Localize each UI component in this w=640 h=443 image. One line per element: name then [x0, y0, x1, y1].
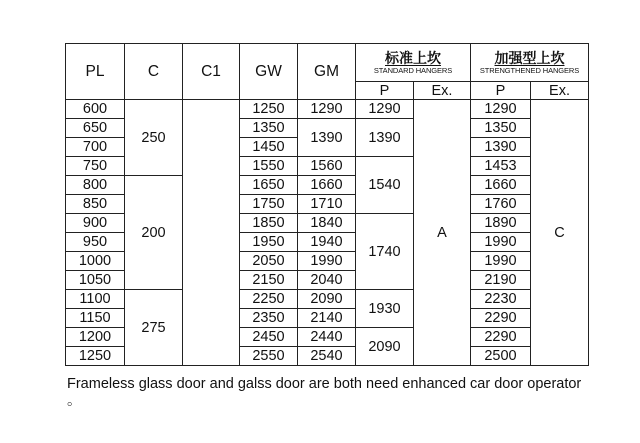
cell-gw: 2250 [240, 290, 298, 309]
cell-strengthened-p: 1660 [471, 176, 531, 195]
cell-strengthened-p: 2190 [471, 271, 531, 290]
strengthened-hangers-cn: 加强型上坎 [494, 49, 565, 66]
cell-gm: 2540 [298, 347, 356, 366]
cell-pl: 800 [66, 176, 125, 195]
cell-gw: 2450 [240, 328, 298, 347]
table-row [66, 176, 589, 195]
cell-c1 [183, 100, 240, 366]
header-gw: GW [240, 44, 298, 100]
cell-pl: 1250 [66, 347, 125, 366]
cell-pl: 1100 [66, 290, 125, 309]
table-row [66, 100, 589, 119]
header-pl: PL [66, 44, 125, 100]
cell-gw: 2050 [240, 252, 298, 271]
cell-gm: 1840 [298, 214, 356, 233]
cell-gw: 2150 [240, 271, 298, 290]
header-standard-p: P [356, 82, 414, 100]
footnote: Frameless glass door and galss door are both need enhanced car door operator 。 [67, 376, 582, 409]
cell-gw: 1850 [240, 214, 298, 233]
cell-pl: 1150 [66, 309, 125, 328]
header-standard-hangers [356, 44, 471, 82]
cell-standard-p: 1740 [356, 214, 414, 290]
cell-gm: 2090 [298, 290, 356, 309]
cell-standard-p: 2090 [356, 328, 414, 366]
cell-gw: 1350 [240, 119, 298, 138]
cell-standard-ex: A [414, 100, 471, 366]
cell-gw: 1750 [240, 195, 298, 214]
header-strengthened-p: P [471, 82, 531, 100]
cell-strengthened-p: 2290 [471, 328, 531, 347]
cell-pl: 900 [66, 214, 125, 233]
cell-pl: 850 [66, 195, 125, 214]
cell-strengthened-p: 1890 [471, 214, 531, 233]
cell-gm: 2040 [298, 271, 356, 290]
header-strengthened-ex: Ex. [531, 82, 589, 100]
header-c1: C1 [183, 44, 240, 100]
cell-strengthened-p: 2290 [471, 309, 531, 328]
cell-pl: 600 [66, 100, 125, 119]
cell-gm: 1710 [298, 195, 356, 214]
cell-strengthened-p: 1760 [471, 195, 531, 214]
cell-gm: 1990 [298, 252, 356, 271]
cell-strengthened-p: 1390 [471, 138, 531, 157]
cell-c: 275 [125, 290, 183, 366]
cell-standard-p: 1390 [356, 119, 414, 157]
cell-gm: 1660 [298, 176, 356, 195]
cell-standard-p: 1930 [356, 290, 414, 328]
cell-pl: 1000 [66, 252, 125, 271]
cell-gw: 1450 [240, 138, 298, 157]
cell-gm: 1390 [298, 119, 356, 157]
cell-strengthened-p: 2500 [471, 347, 531, 366]
cell-gw: 1550 [240, 157, 298, 176]
cell-strengthened-p: 1453 [471, 157, 531, 176]
cell-pl: 750 [66, 157, 125, 176]
table-row [66, 290, 589, 309]
header-gm: GM [298, 44, 356, 100]
standard-hangers-cn: 标准上坎 [385, 49, 441, 66]
cell-strengthened-p: 1290 [471, 100, 531, 119]
cell-strengthened-p: 1350 [471, 119, 531, 138]
cell-pl: 650 [66, 119, 125, 138]
cell-c: 250 [125, 100, 183, 176]
cell-strengthened-p: 2230 [471, 290, 531, 309]
cell-gw: 2350 [240, 309, 298, 328]
cell-gm: 2440 [298, 328, 356, 347]
cell-gw: 1250 [240, 100, 298, 119]
cell-pl: 1050 [66, 271, 125, 290]
hanger-spec-table [65, 43, 589, 366]
cell-gw: 1650 [240, 176, 298, 195]
cell-standard-p: 1540 [356, 157, 414, 214]
cell-standard-p: 1290 [356, 100, 414, 119]
cell-c: 200 [125, 176, 183, 290]
cell-gw: 1950 [240, 233, 298, 252]
header-strengthened-hangers [471, 44, 589, 82]
standard-hangers-en: STANDARD HANGERS [373, 65, 453, 75]
cell-strengthened-p: 1990 [471, 252, 531, 271]
cell-pl: 700 [66, 138, 125, 157]
cell-gm: 2140 [298, 309, 356, 328]
cell-gm: 1560 [298, 157, 356, 176]
cell-strengthened-p: 1990 [471, 233, 531, 252]
cell-gm: 1940 [298, 233, 356, 252]
cell-pl: 1200 [66, 328, 125, 347]
cell-gm: 1290 [298, 100, 356, 119]
strengthened-hangers-en: STRENGTHENED HANGERS [479, 65, 580, 75]
cell-gw: 2550 [240, 347, 298, 366]
cell-pl: 950 [66, 233, 125, 252]
cell-strengthened-ex: C [531, 100, 589, 366]
header-c: C [125, 44, 183, 100]
header-standard-ex: Ex. [414, 82, 471, 100]
